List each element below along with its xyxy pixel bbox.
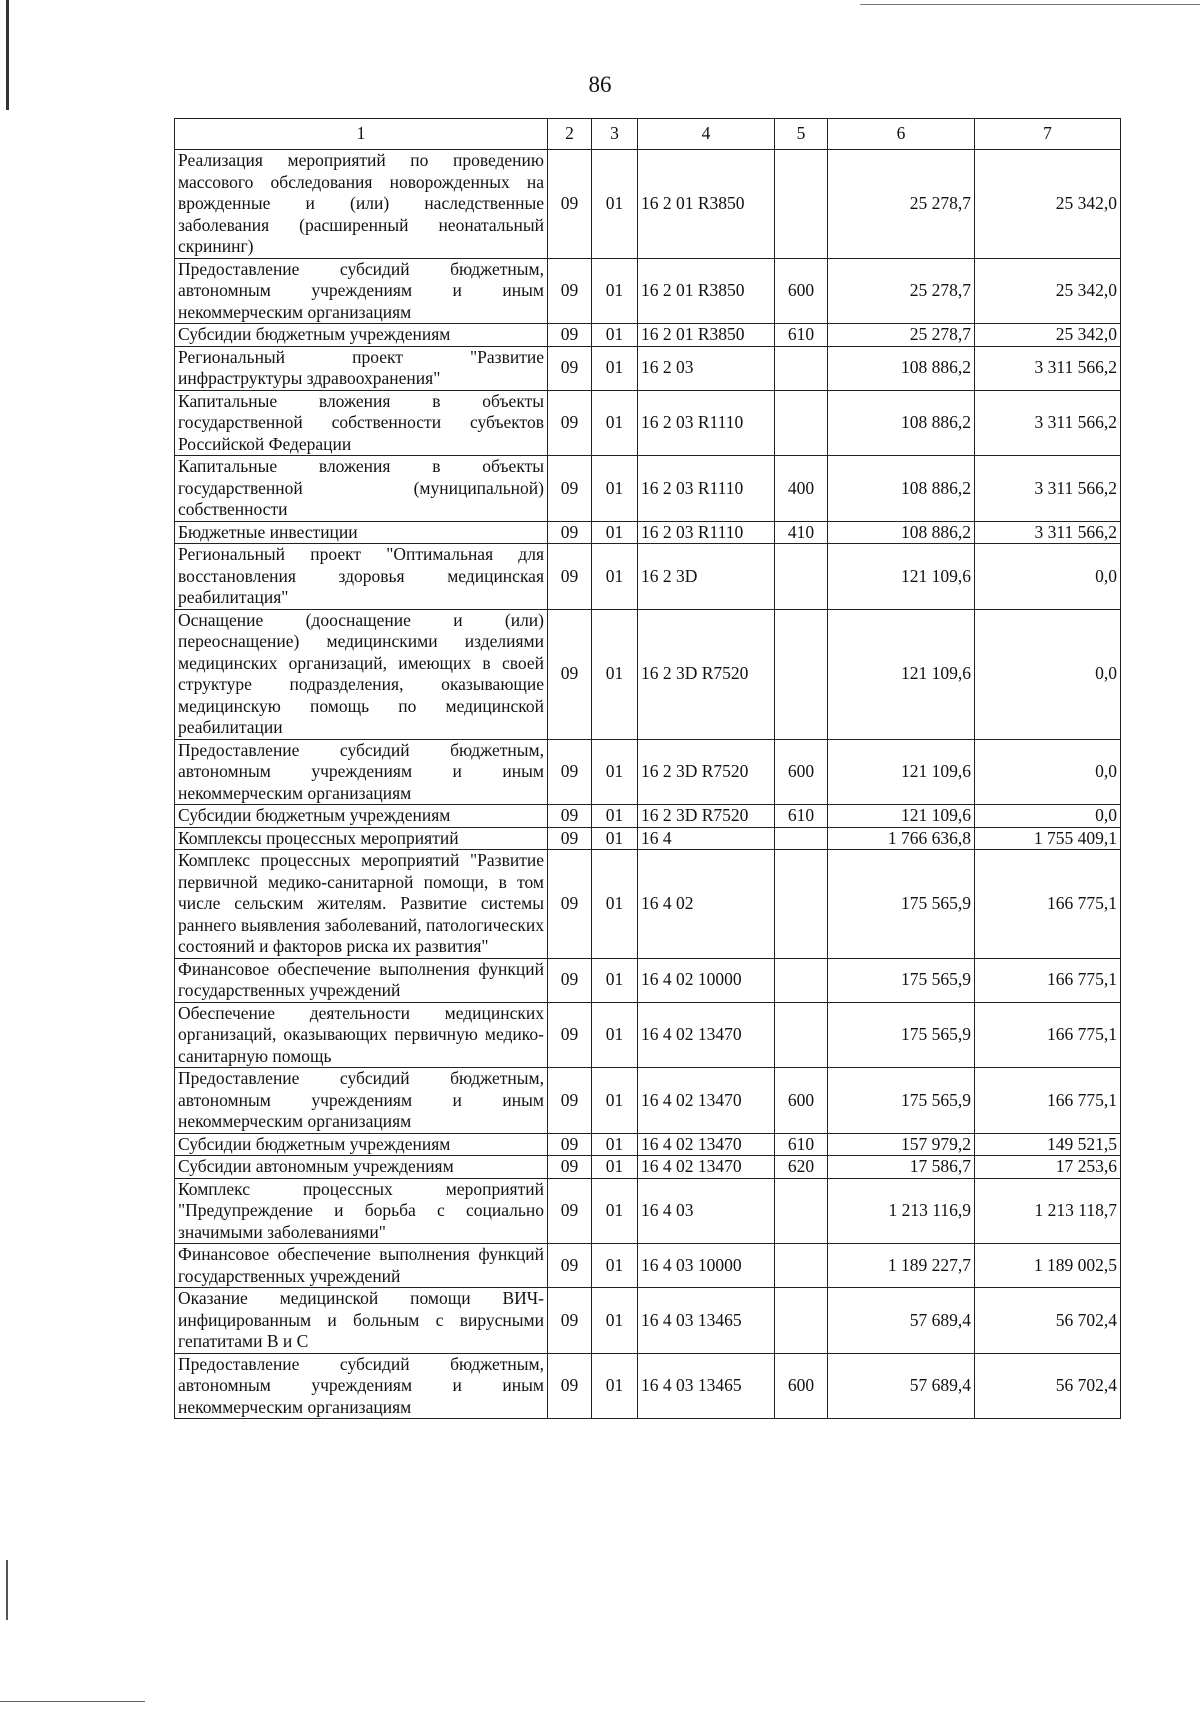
target-article-cell: 16 4 03 13465 [638, 1288, 775, 1354]
target-article-cell: 16 2 03 R1110 [638, 456, 775, 522]
amount-year1-cell: 17 586,7 [828, 1156, 975, 1179]
section-cell: 09 [548, 805, 592, 828]
amount-year2-cell: 25 342,0 [975, 258, 1121, 324]
subsection-cell: 01 [592, 1178, 638, 1244]
expense-type-cell: 620 [775, 1156, 828, 1179]
target-article-cell: 16 4 03 10000 [638, 1244, 775, 1288]
target-article-cell: 16 2 3D R7520 [638, 739, 775, 805]
target-article-cell: 16 2 03 [638, 346, 775, 390]
amount-year2-cell: 0,0 [975, 544, 1121, 610]
expense-type-cell [775, 1288, 828, 1354]
amount-year1-cell: 175 565,9 [828, 958, 975, 1002]
amount-year2-cell: 56 702,4 [975, 1353, 1121, 1419]
amount-year1-cell: 121 109,6 [828, 544, 975, 610]
table-row [175, 1353, 1121, 1419]
expense-type-cell [775, 958, 828, 1002]
column-header: 2 [548, 119, 592, 150]
target-article-cell: 16 4 02 13470 [638, 1133, 775, 1156]
amount-year2-cell: 0,0 [975, 805, 1121, 828]
subsection-cell: 01 [592, 805, 638, 828]
table-row [175, 258, 1121, 324]
section-cell: 09 [548, 521, 592, 544]
subsection-cell: 01 [592, 850, 638, 959]
expense-type-cell [775, 850, 828, 959]
target-article-cell: 16 4 02 13470 [638, 1068, 775, 1134]
amount-year2-cell: 166 775,1 [975, 958, 1121, 1002]
section-cell: 09 [548, 150, 592, 259]
amount-year2-cell: 0,0 [975, 609, 1121, 739]
table-row [175, 390, 1121, 456]
amount-year1-cell: 108 886,2 [828, 521, 975, 544]
target-article-cell: 16 2 01 R3850 [638, 150, 775, 259]
subsection-cell: 01 [592, 1133, 638, 1156]
amount-year1-cell: 1 766 636,8 [828, 827, 975, 850]
amount-year2-cell: 56 702,4 [975, 1288, 1121, 1354]
expense-type-cell: 600 [775, 258, 828, 324]
row-name-cell: Капитальные вложения в объекты государственной (муниципальной) собственности [175, 456, 548, 522]
amount-year1-cell: 108 886,2 [828, 456, 975, 522]
section-cell: 09 [548, 609, 592, 739]
amount-year2-cell: 3 311 566,2 [975, 521, 1121, 544]
scan-edge-line [6, 1560, 8, 1620]
expense-type-cell [775, 1178, 828, 1244]
amount-year1-cell: 157 979,2 [828, 1133, 975, 1156]
amount-year1-cell: 121 109,6 [828, 609, 975, 739]
table-row [175, 609, 1121, 739]
target-article-cell: 16 2 3D [638, 544, 775, 610]
expense-type-cell [775, 827, 828, 850]
section-cell: 09 [548, 827, 592, 850]
expense-type-cell [775, 1244, 828, 1288]
amount-year1-cell: 175 565,9 [828, 1002, 975, 1068]
expense-type-cell [775, 1002, 828, 1068]
amount-year1-cell: 1 189 227,7 [828, 1244, 975, 1288]
expense-type-cell [775, 346, 828, 390]
expense-type-cell: 600 [775, 1353, 828, 1419]
amount-year1-cell: 25 278,7 [828, 150, 975, 259]
subsection-cell: 01 [592, 1244, 638, 1288]
table-row [175, 739, 1121, 805]
row-name-cell: Предоставление субсидий бюджетным, автономным учреждениям и иным некоммерческим организациям [175, 258, 548, 324]
column-header: 1 [175, 119, 548, 150]
target-article-cell: 16 4 02 [638, 850, 775, 959]
table-row [175, 1244, 1121, 1288]
row-name-cell: Оказание медицинской помощи ВИЧ-инфицированным и больным с вирусными гепатитами В и С [175, 1288, 548, 1354]
amount-year1-cell: 57 689,4 [828, 1353, 975, 1419]
table-header-row [175, 119, 1121, 150]
subsection-cell: 01 [592, 521, 638, 544]
table-row [175, 150, 1121, 259]
section-cell: 09 [548, 739, 592, 805]
section-cell: 09 [548, 346, 592, 390]
amount-year2-cell: 149 521,5 [975, 1133, 1121, 1156]
target-article-cell: 16 4 02 13470 [638, 1156, 775, 1179]
section-cell: 09 [548, 1156, 592, 1179]
subsection-cell: 01 [592, 1002, 638, 1068]
amount-year2-cell: 1 755 409,1 [975, 827, 1121, 850]
subsection-cell: 01 [592, 456, 638, 522]
row-name-cell: Региональный проект "Развитие инфраструктуры здравоохранения" [175, 346, 548, 390]
row-name-cell: Предоставление субсидий бюджетным, автономным учреждениям и иным некоммерческим организациям [175, 1353, 548, 1419]
target-article-cell: 16 2 03 R1110 [638, 390, 775, 456]
amount-year1-cell: 121 109,6 [828, 805, 975, 828]
amount-year1-cell: 25 278,7 [828, 324, 975, 347]
row-name-cell: Комплексы процессных мероприятий [175, 827, 548, 850]
amount-year2-cell: 3 311 566,2 [975, 456, 1121, 522]
amount-year1-cell: 108 886,2 [828, 390, 975, 456]
amount-year2-cell: 3 311 566,2 [975, 346, 1121, 390]
column-header: 5 [775, 119, 828, 150]
row-name-cell: Финансовое обеспечение выполнения функций государственных учреждений [175, 958, 548, 1002]
expense-type-cell [775, 150, 828, 259]
amount-year2-cell: 166 775,1 [975, 1002, 1121, 1068]
subsection-cell: 01 [592, 609, 638, 739]
section-cell: 09 [548, 850, 592, 959]
table-row [175, 827, 1121, 850]
section-cell: 09 [548, 1244, 592, 1288]
row-name-cell: Субсидии бюджетным учреждениям [175, 324, 548, 347]
budget-table [174, 118, 1121, 1419]
row-name-cell: Субсидии автономным учреждениям [175, 1156, 548, 1179]
amount-year1-cell: 57 689,4 [828, 1288, 975, 1354]
row-name-cell: Субсидии бюджетным учреждениям [175, 805, 548, 828]
expense-type-cell: 600 [775, 1068, 828, 1134]
table-row [175, 1068, 1121, 1134]
section-cell: 09 [548, 456, 592, 522]
table-row [175, 456, 1121, 522]
table-body [175, 119, 1121, 1419]
column-header: 3 [592, 119, 638, 150]
amount-year2-cell: 25 342,0 [975, 324, 1121, 347]
section-cell: 09 [548, 1353, 592, 1419]
subsection-cell: 01 [592, 346, 638, 390]
expense-type-cell: 600 [775, 739, 828, 805]
row-name-cell: Реализация мероприятий по проведению массового обследования новорожденных на врожденные и (или) наследственные заболевания (расширенный неонатальный скрининг) [175, 150, 548, 259]
subsection-cell: 01 [592, 390, 638, 456]
row-name-cell: Предоставление субсидий бюджетным, автономным учреждениям и иным некоммерческим организациям [175, 739, 548, 805]
table-row [175, 521, 1121, 544]
amount-year1-cell: 1 213 116,9 [828, 1178, 975, 1244]
target-article-cell: 16 2 01 R3850 [638, 258, 775, 324]
table-row [175, 1178, 1121, 1244]
amount-year2-cell: 0,0 [975, 739, 1121, 805]
amount-year1-cell: 175 565,9 [828, 850, 975, 959]
expense-type-cell [775, 544, 828, 610]
target-article-cell: 16 4 02 13470 [638, 1002, 775, 1068]
table-row [175, 1156, 1121, 1179]
expense-type-cell: 610 [775, 324, 828, 347]
amount-year1-cell: 25 278,7 [828, 258, 975, 324]
table-row [175, 324, 1121, 347]
table-row [175, 850, 1121, 959]
amount-year2-cell: 166 775,1 [975, 850, 1121, 959]
subsection-cell: 01 [592, 1288, 638, 1354]
expense-type-cell: 610 [775, 805, 828, 828]
target-article-cell: 16 4 [638, 827, 775, 850]
row-name-cell: Предоставление субсидий бюджетным, автономным учреждениям и иным некоммерческим организациям [175, 1068, 548, 1134]
row-name-cell: Субсидии бюджетным учреждениям [175, 1133, 548, 1156]
section-cell: 09 [548, 324, 592, 347]
subsection-cell: 01 [592, 544, 638, 610]
subsection-cell: 01 [592, 150, 638, 259]
subsection-cell: 01 [592, 1068, 638, 1134]
table-row [175, 1133, 1121, 1156]
target-article-cell: 16 2 3D R7520 [638, 609, 775, 739]
amount-year1-cell: 108 886,2 [828, 346, 975, 390]
column-header: 7 [975, 119, 1121, 150]
amount-year1-cell: 175 565,9 [828, 1068, 975, 1134]
row-name-cell: Комплекс процессных мероприятий "Развитие первичной медико-санитарной помощи, в том числе сельским жителям. Развитие системы раннего выявления заболеваний, патологических состояний и факторов риска их развития" [175, 850, 548, 959]
table-row [175, 544, 1121, 610]
section-cell: 09 [548, 390, 592, 456]
subsection-cell: 01 [592, 958, 638, 1002]
subsection-cell: 01 [592, 258, 638, 324]
row-name-cell: Бюджетные инвестиции [175, 521, 548, 544]
row-name-cell: Обеспечение деятельности медицинских организаций, оказывающих первичную медико-санитарную помощь [175, 1002, 548, 1068]
row-name-cell: Финансовое обеспечение выполнения функций государственных учреждений [175, 1244, 548, 1288]
section-cell: 09 [548, 1288, 592, 1354]
target-article-cell: 16 4 02 10000 [638, 958, 775, 1002]
amount-year2-cell: 3 311 566,2 [975, 390, 1121, 456]
expense-type-cell [775, 609, 828, 739]
row-name-cell: Комплекс процессных мероприятий "Предупреждение и борьба с социально значимыми заболеваниями" [175, 1178, 548, 1244]
subsection-cell: 01 [592, 1156, 638, 1179]
subsection-cell: 01 [592, 1353, 638, 1419]
target-article-cell: 16 4 03 [638, 1178, 775, 1244]
subsection-cell: 01 [592, 324, 638, 347]
subsection-cell: 01 [592, 739, 638, 805]
expense-type-cell [775, 390, 828, 456]
column-header: 6 [828, 119, 975, 150]
table-row [175, 958, 1121, 1002]
expense-type-cell: 400 [775, 456, 828, 522]
table-row [175, 346, 1121, 390]
page-number: 86 [588, 72, 612, 97]
row-name-cell: Оснащение (дооснащение и (или) переоснащение) медицинскими изделиями медицинских организаций, имеющих в своей структуре подразделения, оказывающие медицинскую помощь по медицинской реабилитации [175, 609, 548, 739]
column-header: 4 [638, 119, 775, 150]
section-cell: 09 [548, 544, 592, 610]
table-row [175, 1288, 1121, 1354]
section-cell: 09 [548, 1178, 592, 1244]
row-name-cell: Региональный проект "Оптимальная для восстановления здоровья медицинская реабилитация" [175, 544, 548, 610]
scan-edge-line [860, 4, 1200, 5]
section-cell: 09 [548, 258, 592, 324]
amount-year2-cell: 1 213 118,7 [975, 1178, 1121, 1244]
amount-year1-cell: 121 109,6 [828, 739, 975, 805]
section-cell: 09 [548, 958, 592, 1002]
amount-year2-cell: 166 775,1 [975, 1068, 1121, 1134]
target-article-cell: 16 2 03 R1110 [638, 521, 775, 544]
amount-year2-cell: 25 342,0 [975, 150, 1121, 259]
scan-edge-line [0, 1701, 145, 1702]
target-article-cell: 16 2 01 R3850 [638, 324, 775, 347]
section-cell: 09 [548, 1002, 592, 1068]
target-article-cell: 16 2 3D R7520 [638, 805, 775, 828]
expense-type-cell: 610 [775, 1133, 828, 1156]
amount-year2-cell: 17 253,6 [975, 1156, 1121, 1179]
table-row [175, 1002, 1121, 1068]
section-cell: 09 [548, 1068, 592, 1134]
table-row [175, 805, 1121, 828]
target-article-cell: 16 4 03 13465 [638, 1353, 775, 1419]
section-cell: 09 [548, 1133, 592, 1156]
subsection-cell: 01 [592, 827, 638, 850]
row-name-cell: Капитальные вложения в объекты государственной собственности субъектов Российской Федерации [175, 390, 548, 456]
expense-type-cell: 410 [775, 521, 828, 544]
amount-year2-cell: 1 189 002,5 [975, 1244, 1121, 1288]
